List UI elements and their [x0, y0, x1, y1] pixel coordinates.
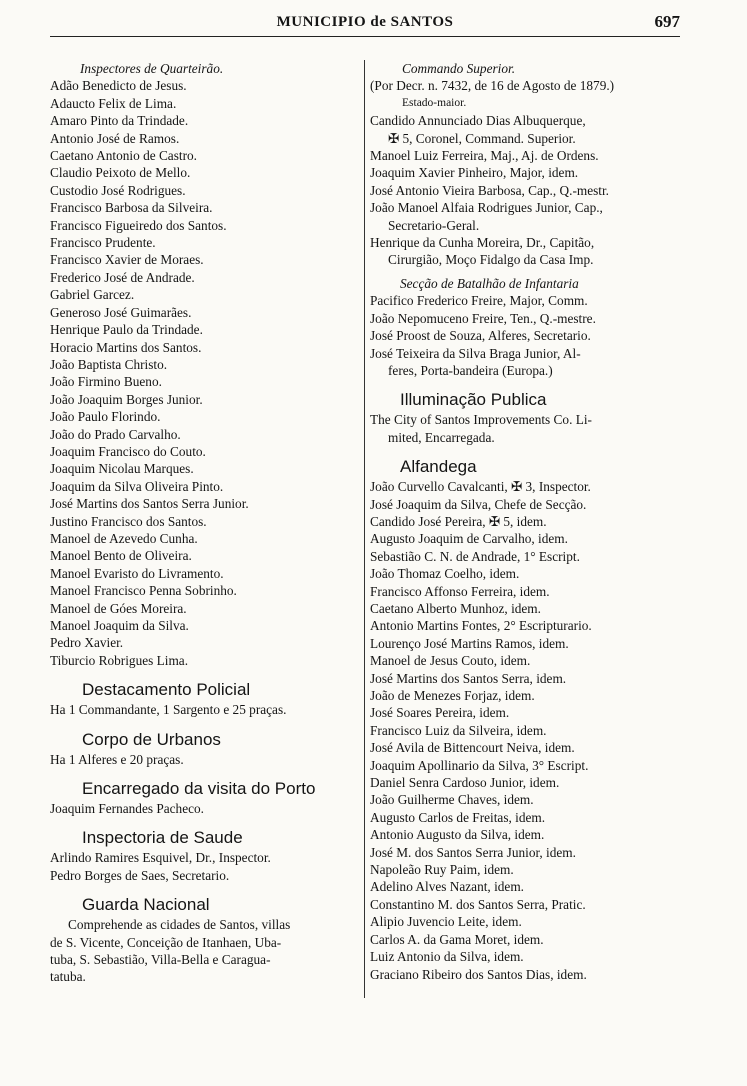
guarda-title: Guarda Nacional	[82, 895, 210, 915]
list-item: Tiburcio Robrigues Lima.	[50, 652, 189, 668]
list-item: Francisco Xavier de Moraes.	[50, 252, 204, 268]
list-item: Manoel de Azevedo Cunha.	[50, 530, 198, 546]
list-item: Claudio Peixoto de Mello.	[50, 165, 191, 181]
list-item: Francisco Figueiredo dos Santos.	[50, 217, 227, 233]
list-item: Manoel Joaquim da Silva.	[50, 618, 189, 633]
list-item: Frederico José de Andrade.	[50, 269, 195, 285]
list-item: Candido José Pereira, ✠ 5, idem.	[370, 513, 547, 529]
urbanos-title: Corpo de Urbanos	[82, 729, 221, 749]
commando-heading: Commando Superior.	[402, 61, 516, 76]
list-item: José Avila de Bittencourt Neiva, idem.	[370, 740, 575, 756]
list-item: Manoel Bento de Oliveira.	[50, 548, 192, 564]
commando-line: Candido Annunciado Dias Albuquerque,	[370, 113, 586, 129]
list-item: Manoel de Jesus Couto, idem.	[370, 653, 531, 669]
list-item: Francisco Prudente.	[50, 235, 156, 251]
saude-line: Pedro Borges de Saes, Secretario.	[50, 867, 230, 883]
list-item: Custodio José Rodrigues.	[50, 182, 186, 198]
list-item: Caetano Antonio de Castro.	[50, 148, 197, 164]
list-item: Henrique Paulo da Trindade.	[50, 322, 203, 338]
saude-line: Arlindo Ramires Esquivel, Dr., Inspector.	[50, 850, 271, 866]
list-item: Manoel Francisco Penna Sobrinho.	[50, 583, 237, 599]
commando-line: ✠ 5, Coronel, Command. Superior.	[388, 130, 576, 146]
list-item: João Baptista Christo.	[50, 356, 168, 372]
batalhao-line: Pacifico Frederico Freire, Major, Comm.	[370, 293, 588, 309]
list-item: Gabriel Garcez.	[50, 287, 135, 303]
commando-line: Secretario-Geral.	[388, 217, 480, 233]
list-item: Manoel Evaristo do Livramento.	[50, 565, 224, 581]
commando-line: João Manoel Alfaia Rodrigues Junior, Cap.,	[370, 200, 603, 216]
list-item: Adão Benedicto de Jesus.	[50, 78, 187, 94]
commando-line: Joaquim Xavier Pinheiro, Major, idem.	[370, 165, 579, 181]
list-item: Justino Francisco dos Santos.	[50, 513, 207, 529]
list-item: Horacio Martins dos Santos.	[50, 339, 202, 355]
list-item: Augusto Carlos de Freitas, idem.	[370, 809, 546, 825]
inspectores-list	[50, 77, 362, 669]
column-divider	[364, 60, 365, 998]
list-item: Caetano Alberto Munhoz, idem.	[370, 600, 541, 616]
list-item: Manoel de Góes Moreira.	[50, 600, 187, 616]
page-number: 697	[654, 12, 680, 31]
list-item: João de Menezes Forjaz, idem.	[370, 688, 535, 703]
urbanos-text: Ha 1 Alferes e 20 praças.	[50, 751, 184, 767]
guarda-line: de S. Vicente, Conceição de Itanhaen, Uba-	[50, 934, 282, 950]
list-item: Graciano Ribeiro dos Santos Dias, idem.	[370, 966, 587, 982]
list-item: João Joaquim Borges Junior.	[50, 391, 203, 407]
estado-maior-label: Estado-maior.	[402, 96, 467, 109]
list-item: Joaquim Francisco do Couto.	[50, 443, 206, 459]
list-item: Joaquim Nicolau Marques.	[50, 461, 194, 477]
list-item: João Paulo Florindo.	[50, 409, 161, 425]
commando-line: José Antonio Vieira Barbosa, Cap., Q.-mestr.	[370, 182, 610, 198]
list-item: José Soares Pereira, idem.	[370, 705, 510, 721]
list-item: Amaro Pinto da Trindade.	[50, 113, 189, 129]
list-item: Sebastião C. N. de Andrade, 1° Escript.	[370, 548, 580, 564]
list-item: Pedro Xavier.	[50, 635, 124, 651]
alfandega-list	[370, 478, 682, 983]
list-item: Antonio Augusto da Silva, idem.	[370, 827, 545, 843]
list-item: Antonio Martins Fontes, 2° Escripturario.	[370, 618, 592, 634]
list-item: Joaquim Apollinario da Silva, 3° Escript.	[370, 757, 589, 773]
iluminacao-line: The City of Santos Improvements Co. Li-	[370, 412, 592, 428]
list-item: Generoso José Guimarães.	[50, 304, 192, 320]
list-item: João Thomaz Coelho, idem.	[370, 566, 520, 582]
list-item: Antonio José de Ramos.	[50, 130, 180, 146]
commando-line: Cirurgião, Moço Fidalgo da Casa Imp.	[388, 252, 594, 268]
list-item: João Curvello Cavalcanti, ✠ 3, Inspector.	[370, 479, 591, 495]
list-item: Napoleão Ruy Paim, idem.	[370, 862, 514, 878]
batalhao-line: João Nepomuceno Freire, Ten., Q.-mestre.	[370, 310, 596, 326]
batalhao-line: feres, Porta-bandeira (Europa.)	[388, 362, 553, 378]
guarda-line: tuba, S. Sebastião, Villa-Bella e Caragua-	[50, 952, 271, 968]
list-item: José Martins dos Santos Serra, idem.	[370, 670, 567, 686]
list-item: João Guilherme Chaves, idem.	[370, 792, 534, 808]
inspectores-heading: Inspectores de Quarteirão.	[80, 61, 224, 76]
visita-text: Joaquim Fernandes Pacheco.	[50, 801, 204, 817]
batalhao-line: José Proost de Souza, Alferes, Secretario.	[370, 328, 591, 344]
list-item: João do Prado Carvalho.	[50, 426, 181, 442]
commando-decree: (Por Decr. n. 7432, de 16 de Agosto de 1879.)	[370, 78, 615, 94]
list-item: José Martins dos Santos Serra Junior.	[50, 496, 249, 512]
list-item: Lourenço José Martins Ramos, idem.	[370, 635, 569, 651]
list-item: João Firmino Bueno.	[50, 374, 162, 390]
saude-title: Inspectoria de Saude	[82, 828, 243, 848]
list-item: Daniel Senra Cardoso Junior, idem.	[370, 775, 560, 791]
guarda-line: Comprehende as cidades de Santos, villas	[68, 917, 291, 933]
list-item: Francisco Luiz da Silveira, idem.	[370, 722, 547, 738]
list-item: Francisco Affonso Ferreira, idem.	[370, 583, 550, 599]
commando-line: Henrique da Cunha Moreira, Dr., Capitão,	[370, 235, 595, 251]
running-title: MUNICIPIO de SANTOS	[276, 14, 454, 30]
list-item: José M. dos Santos Serra Junior, idem.	[370, 844, 576, 860]
list-item: Luiz Antonio da Silva, idem.	[370, 949, 524, 965]
destacamento-text: Ha 1 Commandante, 1 Sargento e 25 praças.	[50, 702, 287, 718]
right-column	[370, 60, 682, 983]
list-item: Adaucto Felix de Lima.	[50, 95, 177, 111]
iluminacao-title: Illuminação Publica	[400, 390, 547, 410]
commando-line: Manoel Luiz Ferreira, Maj., Aj. de Ordens.	[370, 148, 599, 164]
list-item: José Joaquim da Silva, Chefe de Secção.	[370, 496, 587, 512]
destacamento-title: Destacamento Policial	[82, 680, 251, 700]
batalhao-line: José Teixeira da Silva Braga Junior, Al-	[370, 345, 581, 361]
list-item: Carlos A. da Gama Moret, idem.	[370, 931, 544, 947]
list-item: Joaquim da Silva Oliveira Pinto.	[50, 478, 224, 494]
list-item: Augusto Joaquim de Carvalho, idem.	[370, 531, 568, 547]
list-item: Adelino Alves Nazant, idem.	[370, 879, 524, 895]
list-item: Francisco Barbosa da Silveira.	[50, 200, 213, 216]
iluminacao-line: mited, Encarregada.	[388, 429, 495, 445]
guarda-line: tatuba.	[50, 969, 86, 985]
list-item: Constantino M. dos Santos Serra, Pratic.	[370, 896, 586, 912]
batalhao-heading: Secção de Batalhão de Infantaria	[400, 275, 579, 291]
left-column	[50, 60, 362, 986]
list-item: Alipio Juvencio Leite, idem.	[370, 914, 522, 930]
alfandega-title: Alfandega	[400, 457, 477, 477]
visita-title: Encarregado da visita do Porto	[82, 779, 316, 799]
page-header	[50, 12, 680, 37]
